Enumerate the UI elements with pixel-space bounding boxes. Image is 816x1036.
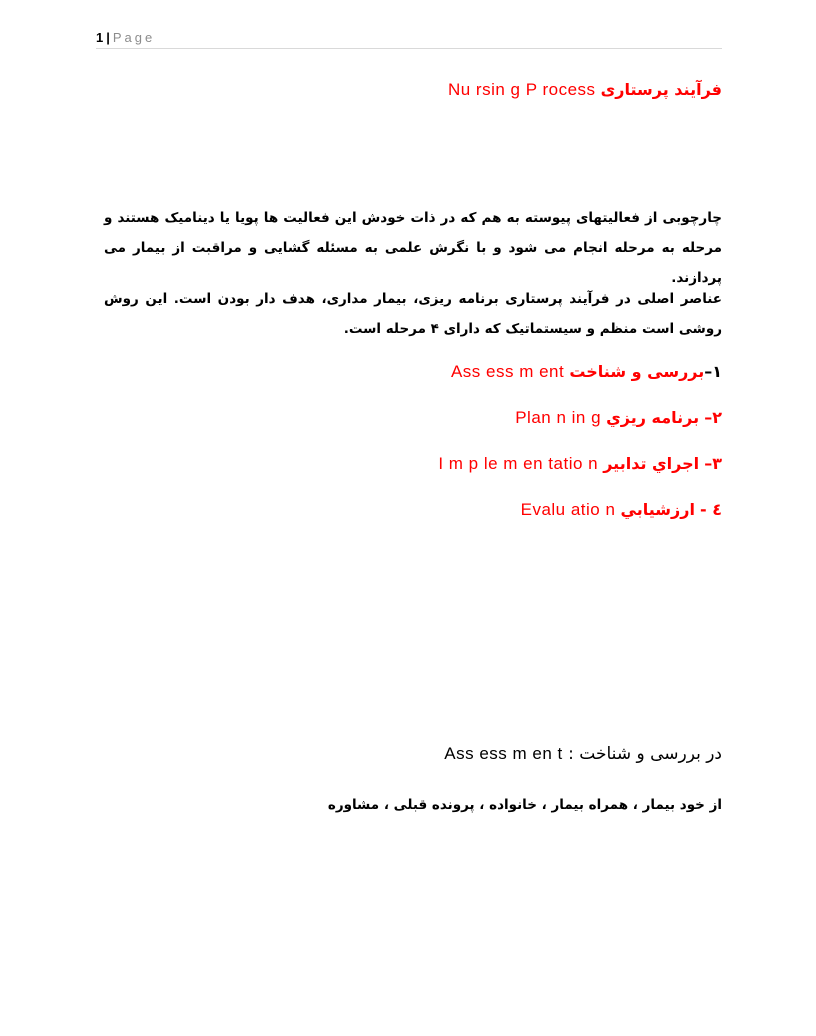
intro-paragraph: چارچوبی از فعالیتهای پیوسته به هم که در ذات خودش این فعالیت ها پویا یا دینامیک هستند و مرحله به مرحله انجام می شود و با نگرش علمی به مسئله گشایی و مراقبت از بیمار می پردازند. <box>104 210 722 286</box>
step-item-planning <box>515 408 722 428</box>
page-separator: | <box>106 30 110 45</box>
step-number: ٤ - <box>700 500 722 519</box>
elements-paragraph: عناصر اصلی در فرآیند پرستاری برنامه ریزی، بیمار مداری، هدف دار بودن است. این روش روشی است منظم و سیستماتیک که دارای ۴ مرحله است. <box>104 291 722 337</box>
section-persian: در بررسی و شناخت : <box>568 744 722 764</box>
step-persian: برنامه ريزي <box>606 408 700 427</box>
page-label: Page <box>112 30 156 45</box>
step-latin: I m p le m en tatio n <box>438 454 599 473</box>
step-latin: Plan n in g <box>515 408 602 427</box>
step-item-evaluation <box>521 500 722 520</box>
step-latin: Evalu atio n <box>520 500 616 519</box>
assessment-section-title <box>444 744 722 764</box>
title-persian: فرآیند پرستاری <box>600 80 722 99</box>
document-title <box>448 80 722 100</box>
step-item-implementation <box>438 454 722 474</box>
step-latin: Ass ess m ent <box>450 362 565 381</box>
step-persian: ارزشيابي <box>620 500 695 519</box>
title-latin: Nu rsin g P rocess <box>447 80 596 99</box>
step-item-assessment <box>451 362 722 382</box>
section-latin: Ass ess m en t <box>444 744 563 763</box>
page-number: 1 <box>96 30 104 45</box>
step-persian: بررسی و شناخت <box>569 362 705 381</box>
page-header <box>96 30 722 49</box>
step-number: ۱– <box>704 362 722 381</box>
assessment-sources: از خود بیمار ، همراه بیمار ، خانواده ، پرونده قبلی ، مشاوره <box>327 797 722 813</box>
step-persian: اجراي تدابير <box>603 454 700 473</box>
step-number: ۳– <box>704 454 722 473</box>
step-number: ۲– <box>704 408 722 427</box>
